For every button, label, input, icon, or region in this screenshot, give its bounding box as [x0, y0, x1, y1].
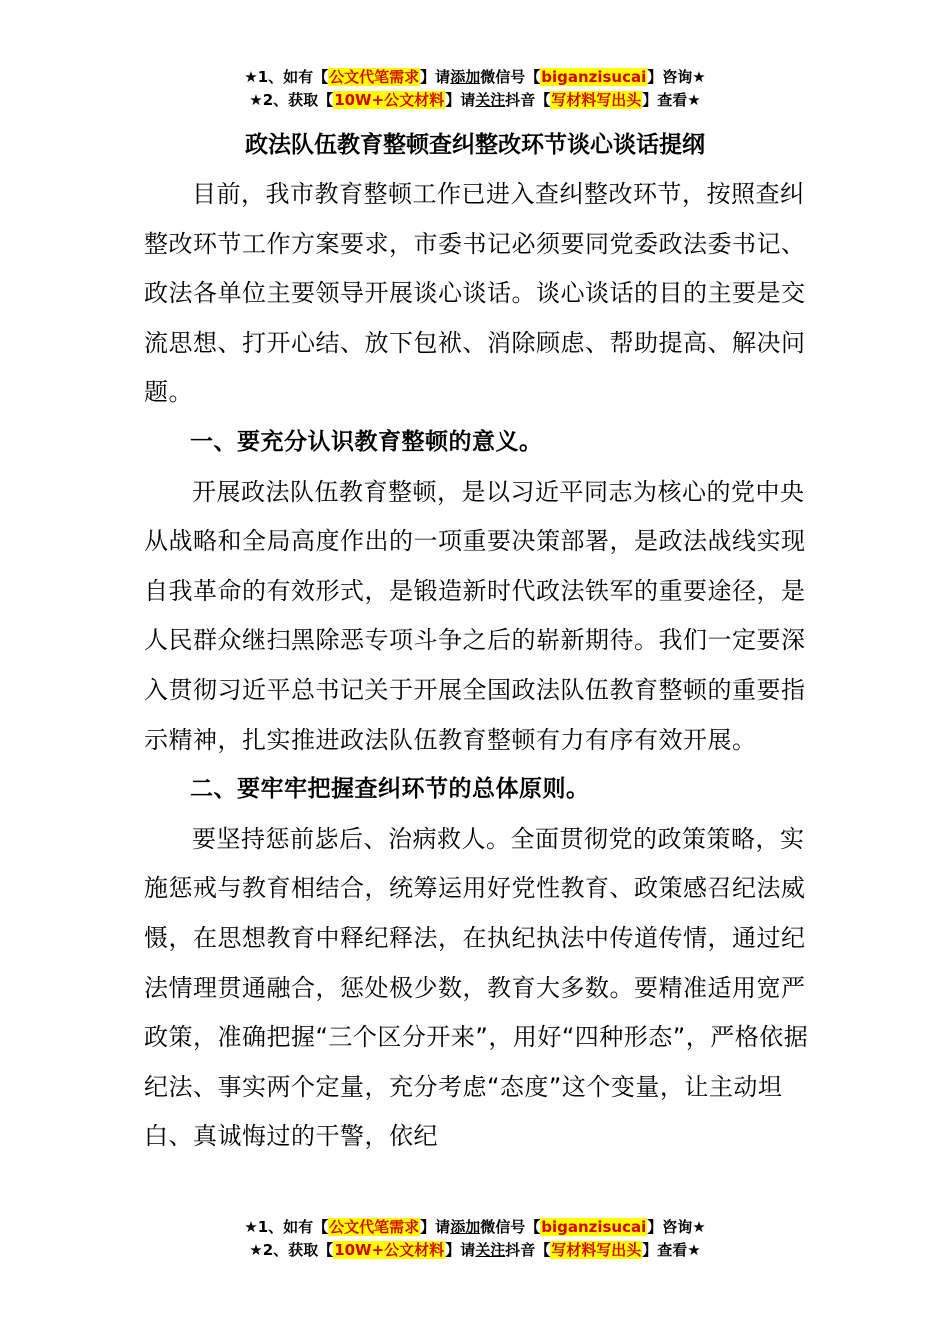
star-icon: ★ — [244, 1218, 258, 1236]
banner-emphasis: 添加 — [450, 1218, 481, 1236]
highlight-douyin-account: 写材料写出头 — [551, 1241, 642, 1259]
highlight-materials: 10W+公文材料 — [334, 1241, 445, 1259]
paragraph-intro: 目前，我市教育整顿工作已进入查纠整改环节，按照查纠整改环节工作方案要求，市委书记必须要同党委政法委书记、政法各单位主要领导开展谈心谈话。谈心谈话的目的主要是交流思想、打开心结、放下包袱、消除顾虑、帮助提高、解决问题。 — [144, 180, 806, 407]
document-title: 政法队伍教育整顿查纠整改环节谈心谈话提纲 — [245, 132, 705, 158]
document-body — [144, 170, 824, 1162]
banner-emphasis: 关注 — [475, 91, 506, 109]
paragraph-section-2: 要坚持惩前毖后、治病救人。全面贯彻党的政策策略，实施惩戒与教育相结合，统筹运用好党性教育、政策感召纪法威慑，在思想教育中释纪释法，在执纪执法中传道传情，通过纪法情理贯通融合，惩处极少数，教育大多数。要精准适用宽严政策，准确把握“三个区分开来”，用好“四种形态”，严格依据纪法、事实两个定量，充分考虑“态度”这个变量，让主动坦白、真诚悔过的干警，依纪 — [144, 824, 809, 1151]
banner-text: 】查看★ — [642, 1241, 701, 1259]
highlight-service: 公文代笔需求 — [329, 1218, 420, 1236]
header-banner — [0, 66, 950, 112]
banner-line-2 — [0, 1239, 950, 1262]
highlight-douyin-account: 写材料写出头 — [551, 91, 642, 109]
highlight-service: 公文代笔需求 — [329, 68, 420, 86]
highlight-wechat-id: biganzisucai — [541, 68, 647, 86]
highlight-wechat-id: biganzisucai — [541, 1218, 647, 1236]
banner-text: 抖音【 — [505, 1241, 551, 1259]
footer-banner — [0, 1216, 950, 1262]
paragraph-section-1: 开展政法队伍教育整顿，是以习近平同志为核心的党中央从战略和全局高度作出的一项重要决策部署，是政法战线实现自我革命的有效形式，是锻造新时代政法铁军的重要途径，是人民群众继扫黑除恶专项斗争之后的崭新期待。我们一定要深入贯彻习近平总书记关于开展全国政法队伍教育整顿的重要指示精神，扎实推进政法队伍教育整顿有力有序有效开展。 — [144, 477, 806, 754]
banner-text: 】请 — [420, 68, 451, 86]
banner-text: 】咨询★ — [647, 1218, 706, 1236]
banner-text: 2、获取【 — [262, 91, 334, 109]
banner-text: 】咨询★ — [647, 68, 706, 86]
banner-line-1 — [0, 66, 950, 89]
banner-text: 微信号【 — [480, 68, 541, 86]
star-icon: ★ — [249, 91, 263, 109]
star-icon: ★ — [249, 1241, 263, 1259]
banner-text: 】请 — [445, 91, 476, 109]
highlight-materials: 10W+公文材料 — [334, 91, 445, 109]
section-heading-2: 二、要牢牢把握查纠环节的总体原则。 — [190, 776, 590, 803]
banner-text: 抖音【 — [505, 91, 551, 109]
banner-text: 1、如有【 — [257, 68, 329, 86]
banner-text: 微信号【 — [480, 1218, 541, 1236]
banner-text: 】请 — [420, 1218, 451, 1236]
banner-line-1 — [0, 1216, 950, 1239]
banner-text: 1、如有【 — [257, 1218, 329, 1236]
banner-emphasis: 关注 — [475, 1241, 506, 1259]
section-heading-1: 一、要充分认识教育整顿的意义。 — [190, 428, 543, 455]
banner-text: 】查看★ — [642, 91, 701, 109]
banner-line-2 — [0, 89, 950, 112]
banner-text: 2、获取【 — [262, 1241, 334, 1259]
banner-emphasis: 添加 — [450, 68, 481, 86]
banner-text: 】请 — [445, 1241, 476, 1259]
star-icon: ★ — [244, 68, 258, 86]
